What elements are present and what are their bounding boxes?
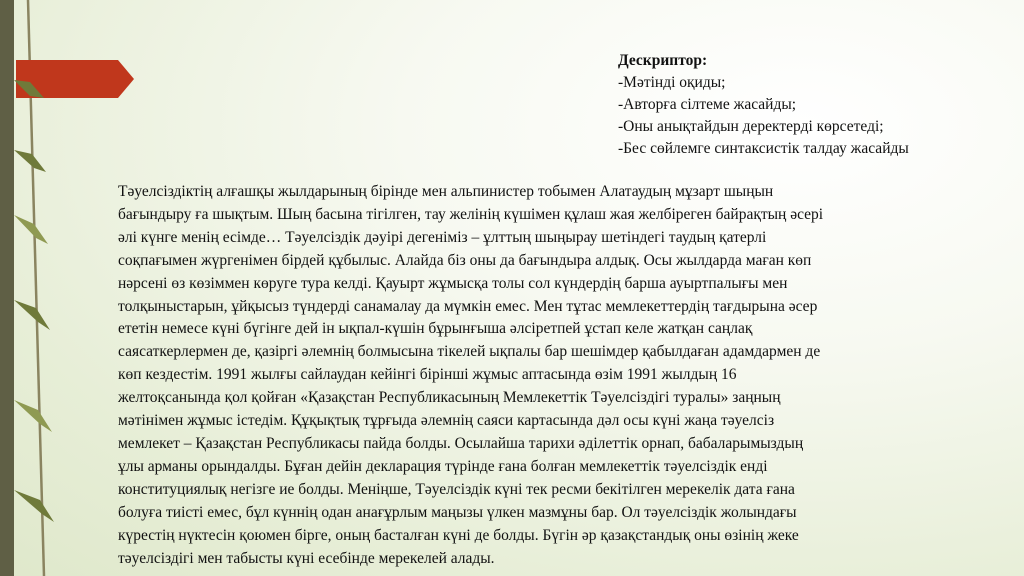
body-line: күрестің нүктесін қоюмен бірге, оның басталған күні де болды. Бүгін әр қазақстандық оны өзінің жеке <box>118 526 799 544</box>
body-line: ұлы арманы орындалды. Бұған дейін декларация түрінде ғана болған мемлекеттік тәуелсіздік енді <box>118 457 768 475</box>
body-line: әлі күнге менің есімде… Тәуелсіздік дәуірі дегеніміз – ұлттың шыңырау шетіндегі таудың қатерлі <box>118 228 767 246</box>
body-line: соқпағымен жүргенімен бірдей құбылыс. Алайда біз оны да бағындыра алдық. Осы жылдарда маған көп <box>118 251 812 269</box>
body-line: толқыныстарын, ұйқысыз түндерді санамалау да мүмкін емес. Мен тұтас мемлекеттердің тағдырына әсер <box>118 297 818 315</box>
body-line: саясаткерлермен де, қазіргі әлемнің болмысына тікелей ықпалы бар шешімдер қабылдаған адамдармен де <box>118 343 821 361</box>
leaf-shape <box>14 300 50 330</box>
body-line: желтоқсанында қол қойған «Қазақстан Республикасының Мемлекеттік Тәуелсіздігі туралы» заңның <box>118 389 781 407</box>
leaf-shape <box>14 400 52 432</box>
body-line: ететін немесе күні бүгінге дей ін ықпал-күшін бұрынғыша әлсіретпей ұстап келе жатқан саңлақ <box>118 320 753 338</box>
body-line: көп кездестім. 1991 жылғы сайлаудан кейінгі бірінші жұмыс аптасында өзім 1991 жылдың 16 <box>118 366 737 384</box>
body-line: бағындыру ға шықтым. Шың басына тігілген, тау желінің күшімен құлаш жая желбіреген байрақтың әсері <box>118 205 824 223</box>
descriptor-item: -Мәтінді оқиды; <box>618 74 726 91</box>
body-line: тәуелсіздігі мен табысты күні есебінде мерекелей алады. <box>118 549 495 567</box>
body-paragraph <box>118 181 998 570</box>
descriptor-item: -Авторға сілтеме жасайды; <box>618 96 797 113</box>
body-line: мемлекет – Қазақстан Республикасы пайда болды. Осылайша тарихи әділеттік орнап, бабаларымыздың <box>118 434 804 452</box>
leaf-shape <box>14 150 46 172</box>
descriptor-item: -Оны анықтайдын деректерді көрсетеді; <box>618 118 884 135</box>
leaf-shape <box>14 490 54 522</box>
body-line: конституциялық негізге ие болды. Меніңше, Тәуелсіздік күні тек ресми бекітілген мерекелік дата ғана <box>118 480 795 498</box>
descriptor-block <box>618 50 998 160</box>
body-line: болуға тиісті емес, бұл күннің одан анағұрлым маңызы үлкен мазмұны бар. Ол тәуелсіздік жолындағы <box>118 503 797 521</box>
descriptor-heading: Дескриптор: <box>618 52 708 69</box>
body-line: нәрсені өз көзіммен көруге тура келді. Қауырт жұмысқа толы сол күндердің барша ауыртпалығы мен <box>118 274 788 292</box>
body-line: мәтінімен жұмыс істедім. Құқықтық тұрғыда әлемнің саяси картасында дәл осы күні жаңа тәуелсіз <box>118 412 775 430</box>
body-line: Тәуелсіздіктің алғашқы жылдарының бірінде мен альпинистер тобымен Алатаудың мұзарт шыңын <box>118 183 774 200</box>
leaf-shape <box>14 215 48 244</box>
descriptor-item: -Бес сөйлемге синтаксистік талдау жасайды <box>618 140 909 157</box>
